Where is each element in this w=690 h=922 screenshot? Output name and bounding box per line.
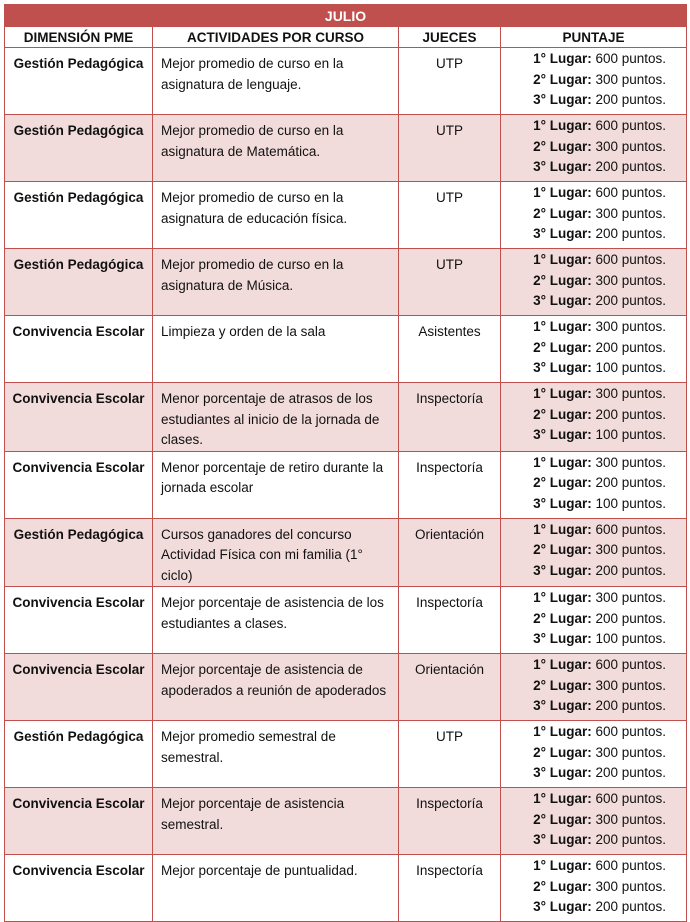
score-line	[501, 224, 666, 245]
score-line	[501, 425, 666, 446]
dimension-cell: Gestión Pedagógica	[5, 249, 153, 316]
column-header-jueces: JUECES	[399, 27, 501, 48]
place-label: 3° Lugar:	[533, 226, 592, 241]
place-label: 3° Lugar:	[533, 427, 592, 442]
judges-cell: Inspectoría	[399, 855, 501, 922]
points-value: 600 puntos.	[595, 118, 667, 133]
score-line	[501, 49, 666, 70]
points-value: 300 puntos.	[595, 454, 667, 470]
place-label: 1° Lugar:	[533, 118, 592, 133]
table-row	[5, 855, 687, 922]
judges-cell: Inspectoría	[399, 383, 501, 452]
place-label: 3° Lugar:	[533, 832, 592, 847]
score-line	[501, 384, 666, 405]
activity-cell: Menor porcentaje de atrasos de los estudiantes al inicio de la jornada de clases.	[153, 383, 399, 452]
score-line	[501, 789, 666, 810]
dimension-cell: Convivencia Escolar	[5, 855, 153, 922]
points-value: 200 puntos.	[595, 293, 667, 308]
dimension-cell: Convivencia Escolar	[5, 451, 153, 518]
points-value: 600 puntos.	[595, 252, 667, 267]
place-label: 2° Lugar:	[533, 138, 592, 154]
place-label: 3° Lugar:	[533, 562, 592, 578]
score-cell	[501, 855, 687, 922]
activity-cell: Mejor porcentaje de asistencia semestral.	[153, 788, 399, 855]
activity-cell: Cursos ganadores del concurso Actividad Física con mi familia (1° ciclo)	[153, 518, 399, 587]
place-label: 3° Lugar:	[533, 765, 592, 780]
activity-cell: Mejor porcentaje de puntualidad.	[153, 855, 399, 922]
score-cell	[501, 451, 687, 518]
month-title-row	[5, 5, 687, 27]
points-value: 100 puntos.	[595, 427, 667, 442]
score-cell	[501, 316, 687, 383]
points-value: 600 puntos.	[595, 185, 667, 200]
points-value: 600 puntos.	[595, 858, 667, 873]
place-label: 2° Lugar:	[533, 205, 592, 221]
score-cell	[501, 654, 687, 721]
judges-cell: UTP	[399, 182, 501, 249]
score-line	[501, 676, 666, 697]
points-value: 100 puntos.	[595, 631, 667, 646]
month-title: JULIO	[5, 5, 687, 27]
table-row	[5, 587, 687, 654]
points-value: 300 puntos.	[595, 542, 667, 557]
score-line	[501, 830, 666, 851]
score-line	[501, 856, 666, 877]
table-row	[5, 788, 687, 855]
activity-cell: Mejor porcentaje de asistencia de los estudiantes a clases.	[153, 587, 399, 654]
points-value: 300 puntos.	[595, 677, 667, 693]
dimension-cell: Gestión Pedagógica	[5, 48, 153, 115]
place-label: 2° Lugar:	[533, 610, 592, 626]
table-row	[5, 721, 687, 788]
dimension-cell: Gestión Pedagógica	[5, 518, 153, 587]
place-label: 1° Lugar:	[533, 858, 592, 873]
table-row	[5, 48, 687, 115]
points-value: 200 puntos.	[595, 562, 667, 578]
table-row	[5, 115, 687, 182]
place-label: 3° Lugar:	[533, 293, 592, 308]
points-value: 600 puntos.	[595, 657, 667, 672]
points-value: 300 puntos.	[595, 386, 667, 401]
column-header-puntaje: PUNTAJE	[501, 27, 687, 48]
activity-cell: Mejor promedio de curso en la asignatura de Matemática.	[153, 115, 399, 182]
score-line	[501, 520, 666, 541]
points-value: 600 puntos.	[595, 724, 667, 739]
dimension-cell: Convivencia Escolar	[5, 788, 153, 855]
score-line	[501, 271, 666, 292]
table-row	[5, 451, 687, 518]
score-line	[501, 494, 666, 515]
score-line	[501, 540, 666, 561]
points-value: 300 puntos.	[595, 71, 667, 87]
score-line	[501, 453, 666, 474]
score-line	[501, 763, 666, 784]
place-label: 3° Lugar:	[533, 360, 592, 375]
score-line	[501, 722, 666, 743]
score-line	[501, 157, 666, 178]
table-row	[5, 654, 687, 721]
score-cell	[501, 721, 687, 788]
judges-cell: UTP	[399, 721, 501, 788]
judges-cell: Orientación	[399, 654, 501, 721]
place-label: 2° Lugar:	[533, 475, 592, 490]
score-cell	[501, 48, 687, 115]
score-line	[501, 897, 666, 918]
score-cell	[501, 115, 687, 182]
dimension-cell: Convivencia Escolar	[5, 654, 153, 721]
points-value: 600 puntos.	[595, 791, 667, 806]
activity-cell: Mejor promedio de curso en la asignatura de Música.	[153, 249, 399, 316]
points-value: 200 puntos.	[595, 610, 667, 626]
score-line	[501, 116, 666, 137]
place-label: 3° Lugar:	[533, 899, 592, 914]
points-value: 300 puntos.	[595, 319, 667, 334]
points-value: 200 puntos.	[595, 765, 667, 780]
points-value: 300 puntos.	[595, 744, 667, 760]
place-label: 1° Lugar:	[533, 521, 592, 537]
score-line	[501, 405, 666, 426]
place-label: 1° Lugar:	[533, 657, 592, 672]
place-label: 1° Lugar:	[533, 791, 592, 806]
score-cell	[501, 587, 687, 654]
score-line	[501, 696, 666, 717]
score-cell	[501, 383, 687, 452]
activity-cell: Mejor promedio de curso en la asignatura de lenguaje.	[153, 48, 399, 115]
points-value: 300 puntos.	[595, 272, 667, 288]
dimension-cell: Convivencia Escolar	[5, 316, 153, 383]
dimension-cell: Gestión Pedagógica	[5, 182, 153, 249]
column-header-dimension: DIMENSIÓN PME	[5, 27, 153, 48]
place-label: 1° Lugar:	[533, 454, 592, 470]
score-line	[501, 473, 666, 494]
score-line	[501, 877, 666, 898]
points-value: 300 puntos.	[595, 205, 667, 221]
judges-cell: UTP	[399, 48, 501, 115]
schedule-table	[4, 4, 687, 922]
place-label: 3° Lugar:	[533, 92, 592, 107]
judges-cell: Inspectoría	[399, 587, 501, 654]
score-line	[501, 183, 666, 204]
points-value: 200 puntos.	[595, 226, 667, 241]
score-line	[501, 655, 666, 676]
table-body	[5, 48, 687, 922]
table-row	[5, 182, 687, 249]
score-cell	[501, 788, 687, 855]
score-line	[501, 137, 666, 158]
column-header-actividades: ACTIVIDADES POR CURSO	[153, 27, 399, 48]
place-label: 2° Lugar:	[533, 339, 592, 355]
points-value: 200 puntos.	[595, 698, 667, 713]
column-header-row	[5, 27, 687, 48]
points-value: 200 puntos.	[595, 899, 667, 914]
judges-cell: Inspectoría	[399, 788, 501, 855]
place-label: 1° Lugar:	[533, 590, 592, 605]
points-value: 200 puntos.	[595, 92, 667, 107]
table-row	[5, 316, 687, 383]
table-row	[5, 518, 687, 587]
score-cell	[501, 518, 687, 587]
dimension-cell: Convivencia Escolar	[5, 383, 153, 452]
score-line	[501, 204, 666, 225]
activity-cell: Mejor promedio de curso en la asignatura de educación física.	[153, 182, 399, 249]
place-label: 1° Lugar:	[533, 51, 592, 66]
points-value: 300 puntos.	[595, 590, 667, 605]
points-value: 100 puntos.	[595, 360, 667, 375]
score-line	[501, 588, 666, 609]
score-cell	[501, 249, 687, 316]
score-line	[501, 629, 666, 650]
dimension-cell: Convivencia Escolar	[5, 587, 153, 654]
points-value: 600 puntos.	[595, 521, 667, 537]
judges-cell: Asistentes	[399, 316, 501, 383]
dimension-cell: Gestión Pedagógica	[5, 721, 153, 788]
score-line	[501, 810, 666, 831]
place-label: 1° Lugar:	[533, 185, 592, 200]
place-label: 2° Lugar:	[533, 406, 592, 422]
score-line	[501, 338, 666, 359]
score-line	[501, 250, 666, 271]
points-value: 100 puntos.	[595, 495, 667, 511]
points-value: 200 puntos.	[595, 475, 667, 490]
score-line	[501, 743, 666, 764]
activity-cell: Mejor promedio semestral de semestral.	[153, 721, 399, 788]
activity-cell: Limpieza y orden de la sala	[153, 316, 399, 383]
points-value: 200 puntos.	[595, 832, 667, 847]
score-line	[501, 90, 666, 111]
place-label: 2° Lugar:	[533, 811, 592, 827]
place-label: 2° Lugar:	[533, 71, 592, 87]
place-label: 1° Lugar:	[533, 724, 592, 739]
points-value: 200 puntos.	[595, 339, 667, 355]
table-row	[5, 249, 687, 316]
place-label: 2° Lugar:	[533, 744, 592, 760]
place-label: 1° Lugar:	[533, 386, 592, 401]
score-line	[501, 609, 666, 630]
judges-cell: UTP	[399, 115, 501, 182]
judges-cell: UTP	[399, 249, 501, 316]
points-value: 600 puntos.	[595, 51, 667, 66]
place-label: 2° Lugar:	[533, 677, 592, 693]
place-label: 2° Lugar:	[533, 272, 592, 288]
points-value: 300 puntos.	[595, 878, 667, 894]
table-row	[5, 383, 687, 452]
points-value: 200 puntos.	[595, 159, 667, 174]
activity-cell: Menor porcentaje de retiro durante la jornada escolar	[153, 451, 399, 518]
place-label: 3° Lugar:	[533, 159, 592, 174]
points-value: 300 puntos.	[595, 811, 667, 827]
judges-cell: Orientación	[399, 518, 501, 587]
judges-cell: Inspectoría	[399, 451, 501, 518]
points-value: 200 puntos.	[595, 406, 667, 422]
activity-cell: Mejor porcentaje de asistencia de apoderados a reunión de apoderados	[153, 654, 399, 721]
score-line	[501, 561, 666, 582]
score-line	[501, 358, 666, 379]
score-line	[501, 291, 666, 312]
place-label: 1° Lugar:	[533, 252, 592, 267]
place-label: 3° Lugar:	[533, 631, 592, 646]
score-line	[501, 317, 666, 338]
place-label: 2° Lugar:	[533, 542, 592, 557]
score-cell	[501, 182, 687, 249]
points-value: 300 puntos.	[595, 138, 667, 154]
score-line	[501, 70, 666, 91]
dimension-cell: Gestión Pedagógica	[5, 115, 153, 182]
place-label: 1° Lugar:	[533, 319, 592, 334]
place-label: 3° Lugar:	[533, 698, 592, 713]
place-label: 2° Lugar:	[533, 878, 592, 894]
place-label: 3° Lugar:	[533, 495, 592, 511]
